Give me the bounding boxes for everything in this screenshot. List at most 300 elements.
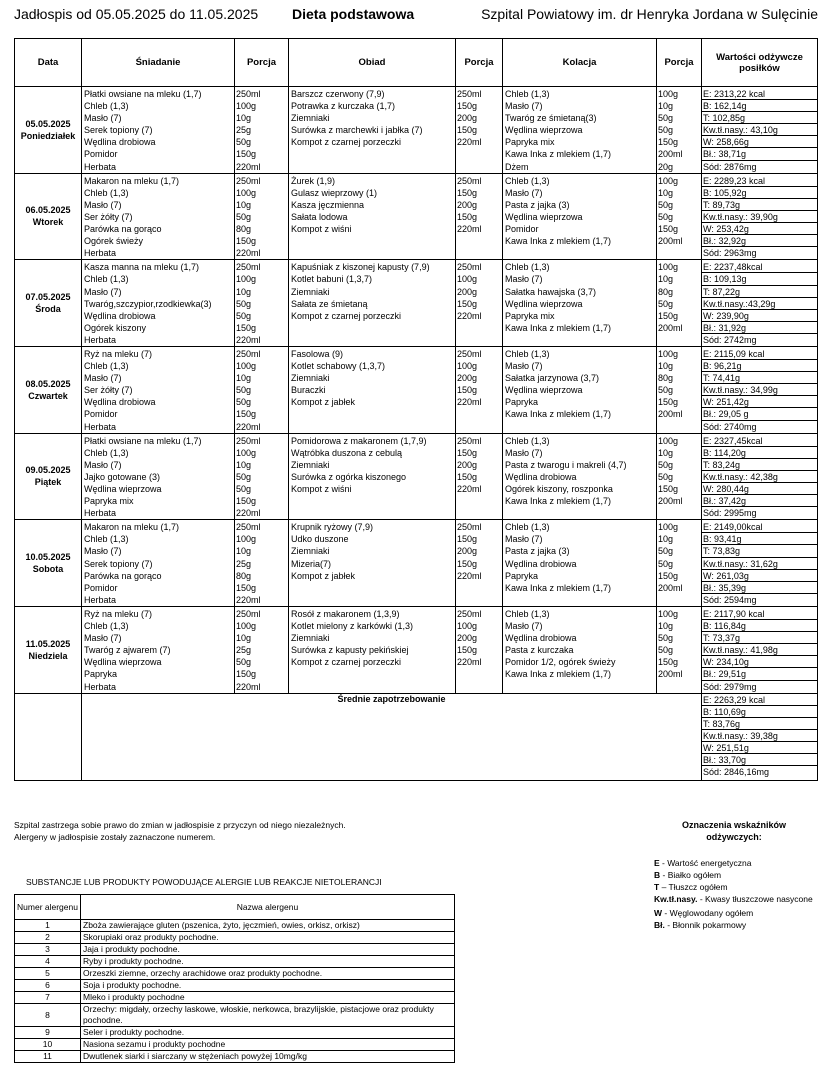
- lunch-portion-cell: [456, 520, 503, 607]
- lunch-portion-cell-item: 220ml: [457, 397, 482, 408]
- diet-name: Dieta podstawowa: [292, 6, 415, 22]
- day-date: 11.05.2025: [25, 638, 71, 649]
- day-weekday: Piątek: [34, 477, 62, 488]
- breakfast-portion-cell-item: 100g: [236, 274, 257, 285]
- dinner-cell-item: Chleb (1,3): [505, 522, 550, 533]
- average-nutrition: [702, 693, 818, 780]
- legend-key: T: [654, 882, 660, 892]
- average-nutrition-item: W: 251,51g: [702, 742, 817, 754]
- breakfast-cell: [82, 346, 235, 433]
- lunch-cell-item: Pomidorowa z makaronem (1,7,9): [291, 435, 427, 446]
- lunch-portion-cell-item: 150g: [457, 558, 478, 569]
- dinner-cell-item: Wędlina wieprzowa: [505, 298, 583, 309]
- nutrition-cell-item: W: 258,66g: [702, 136, 817, 148]
- lunch-cell-item: Kompot z jabłek: [291, 397, 356, 408]
- lunch-portion-cell-item: 250ml: [457, 608, 482, 619]
- allergen-name: Nasiona sezamu i produkty pochodne: [81, 1039, 455, 1051]
- breakfast-portion-cell-item: 10g: [236, 373, 252, 384]
- breakfast-portion-cell-item: 100g: [236, 361, 257, 372]
- dinner-portion-cell-item: 200ml: [658, 322, 683, 333]
- dinner-portion-cell-item: 100g: [658, 89, 679, 99]
- lunch-portion-cell-item: 100g: [457, 621, 478, 632]
- dinner-cell-item: Pasta z jajka (3): [505, 199, 570, 210]
- day-date: 05.05.2025: [25, 118, 71, 129]
- day-date: 08.05.2025: [25, 378, 71, 389]
- legend-text: - Kwasy tłuszczowe nasycone: [697, 894, 813, 904]
- breakfast-cell-item: Makaron na mleku (1,7): [84, 522, 180, 533]
- breakfast-cell-item: Chleb (1,3): [84, 361, 129, 372]
- lunch-portion-cell-item: 200g: [457, 546, 478, 557]
- dinner-cell-item: Wędlina drobiowa: [505, 633, 577, 644]
- nutrition-cell-item: B: 96,21g: [702, 360, 817, 372]
- dinner-cell-item: Pasta z twarogu i makreli (4,7): [505, 459, 627, 470]
- nutrition-cell: [702, 87, 818, 174]
- breakfast-portion-cell-item: 250ml: [236, 608, 261, 619]
- breakfast-cell-item: Parówka na gorąco: [84, 570, 162, 581]
- breakfast-portion-cell-item: 50g: [236, 397, 252, 408]
- nutrition-cell-item: T: 89,73g: [702, 199, 817, 211]
- breakfast-portion-cell-item: 50g: [236, 657, 252, 668]
- breakfast-portion-cell-item: 220ml: [236, 334, 261, 345]
- col-header-lunch: Obiad: [289, 39, 456, 87]
- day-date: 06.05.2025: [25, 205, 71, 216]
- col-header-portion: Porcja: [235, 39, 289, 87]
- lunch-portion-cell: [456, 346, 503, 433]
- breakfast-portion-cell-item: 220ml: [236, 681, 261, 692]
- breakfast-cell: [82, 87, 235, 174]
- breakfast-portion-cell-item: 150g: [236, 669, 257, 680]
- lunch-cell: [289, 520, 456, 607]
- breakfast-portion-cell-item: 250ml: [236, 175, 261, 186]
- allergen-number: 8: [15, 1004, 81, 1027]
- breakfast-portion-cell-item: 10g: [236, 113, 252, 124]
- nutrition-cell-item: Sód: 2979mg: [703, 681, 757, 692]
- breakfast-cell-item: Papryka: [84, 669, 118, 680]
- allergen-row: [15, 1027, 455, 1039]
- allergen-row: [15, 1004, 455, 1027]
- average-nutrition-item: E: 2263,29 kcal: [702, 694, 817, 706]
- lunch-cell-item: Surówka z kapusty pekińskiej: [291, 645, 409, 656]
- lunch-portion-cell-item: 220ml: [457, 657, 482, 668]
- allergen-name: Soja i produkty pochodne.: [81, 980, 455, 992]
- legend-item: [654, 869, 814, 881]
- nutrition-cell-item: T: 87,22g: [702, 286, 817, 298]
- breakfast-cell-item: Pomidor: [84, 409, 118, 420]
- breakfast-portion-cell-item: 250ml: [236, 435, 261, 446]
- nutrition-cell-item: B: 109,13g: [702, 273, 817, 285]
- average-nutrition-item: Sód: 2846,16mg: [703, 767, 770, 778]
- lunch-cell-item: Żurek (1,9): [291, 175, 336, 186]
- lunch-cell-item: Kotlet mielony z karkówki (1,3): [291, 621, 414, 632]
- lunch-cell: [289, 346, 456, 433]
- lunch-portion-cell-item: 200g: [457, 459, 478, 470]
- nutrition-cell: [702, 433, 818, 520]
- day-date-cell: [15, 520, 82, 607]
- page-header: [14, 6, 818, 24]
- dinner-portion-cell-item: 50g: [658, 546, 674, 557]
- dinner-portion-cell-item: 80g: [658, 373, 674, 384]
- nutrition-cell-item: T: 102,85g: [702, 112, 817, 124]
- dinner-cell-item: Chleb (1,3): [505, 348, 550, 359]
- breakfast-portion-cell-item: 50g: [236, 298, 252, 309]
- allergen-number: 9: [15, 1027, 81, 1039]
- lunch-cell: [289, 173, 456, 260]
- nutrition-cell-item: Bł.: 29,51g: [702, 668, 817, 680]
- dinner-portion-cell-item: 200ml: [658, 409, 683, 420]
- dinner-cell-item: Papryka mix: [505, 137, 555, 148]
- allergens-table: [14, 894, 455, 1063]
- dinner-portion-cell-item: 10g: [658, 621, 674, 632]
- nutrition-cell-item: Bł.: 29,05 g: [702, 408, 817, 420]
- day-row: [15, 260, 818, 347]
- legend-items: [654, 857, 814, 931]
- dinner-portion-cell-item: 50g: [658, 459, 674, 470]
- day-weekday: Niedziela: [28, 650, 68, 661]
- lunch-cell: [289, 433, 456, 520]
- dinner-portion-cell-item: 150g: [658, 137, 679, 148]
- lunch-cell-item: Gulasz wieprzowy (1): [291, 187, 378, 198]
- dinner-portion-cell-item: 10g: [658, 361, 674, 372]
- nutrition-cell-item: B: 114,20g: [702, 447, 817, 459]
- breakfast-portion-cell-item: 100g: [236, 187, 257, 198]
- allergen-number: 6: [15, 980, 81, 992]
- legend-text: - Błonnik pokarmowy: [664, 920, 747, 930]
- breakfast-cell-item: Wędlina drobiowa: [84, 137, 156, 148]
- dinner-portion-cell-item: 200ml: [658, 236, 683, 247]
- lunch-portion-cell-item: 150g: [457, 298, 478, 309]
- lunch-cell-item: Ziemniaki: [291, 459, 330, 470]
- day-date-cell: [15, 87, 82, 174]
- breakfast-cell-item: Chleb (1,3): [84, 101, 129, 112]
- average-nutrition-item: T: 83,76g: [702, 718, 817, 730]
- dinner-cell: [503, 260, 657, 347]
- dinner-portion-cell-item: 50g: [658, 298, 674, 309]
- nutrition-cell: [702, 173, 818, 260]
- day-date-cell: [15, 346, 82, 433]
- breakfast-portion-cell-item: 250ml: [236, 262, 261, 273]
- lunch-portion-cell-item: 200g: [457, 286, 478, 297]
- menu-header-row: [15, 39, 818, 87]
- dinner-portion-cell-item: 150g: [658, 310, 679, 321]
- lunch-cell-item: Surówka z ogórka kiszonego: [291, 471, 407, 482]
- dinner-cell-item: Wędlina drobiowa: [505, 471, 577, 482]
- menu-table: [14, 38, 818, 781]
- dinner-portion-cell-item: 50g: [658, 125, 674, 136]
- breakfast-cell-item: Wędlina wieprzowa: [84, 657, 162, 668]
- lunch-cell-item: Kompot z wiśni: [291, 484, 352, 494]
- note-line: Alergeny w jadłospisie zostały zaznaczone numerem.: [14, 832, 216, 842]
- nutrition-cell-item: B: 93,41g: [702, 533, 817, 545]
- breakfast-portion-cell: [235, 520, 289, 607]
- legend-item: [654, 919, 814, 931]
- dinner-portion-cell-item: 50g: [658, 633, 674, 644]
- day-date-cell: [15, 606, 82, 693]
- lunch-portion-cell-item: 200g: [457, 633, 478, 644]
- breakfast-portion-cell-item: 25g: [236, 558, 252, 569]
- breakfast-portion-cell: [235, 606, 289, 693]
- dinner-portion-cell: [657, 173, 702, 260]
- allergen-number: 10: [15, 1039, 81, 1051]
- nutrition-cell-item: Sód: 2995mg: [703, 508, 757, 519]
- lunch-portion-cell-item: 220ml: [457, 310, 482, 321]
- breakfast-cell-item: Kasza manna na mleku (1,7): [84, 262, 200, 273]
- dinner-portion-cell-item: 200ml: [658, 582, 683, 593]
- day-row: [15, 520, 818, 607]
- lunch-cell-item: Mizeria(7): [291, 558, 332, 569]
- lunch-cell-item: Sałata ze śmietaną: [291, 298, 368, 309]
- nutrition-cell-item: Kw.tł.nasy.: 34,99g: [702, 384, 817, 396]
- allergen-name: Mleko i produkty pochodne: [81, 992, 455, 1004]
- average-nutrition-item: Kw.tł.nasy.: 39,38g: [702, 730, 817, 742]
- allergen-name: Jaja i produkty pochodne.: [81, 944, 455, 956]
- breakfast-portion-cell-item: 150g: [236, 149, 257, 160]
- lunch-cell-item: Barszcz czerwony (7,9): [291, 89, 385, 99]
- nutrition-cell-item: Sód: 2740mg: [703, 421, 757, 432]
- lunch-cell-item: Kompot z czarnej porzeczki: [291, 137, 402, 148]
- breakfast-cell-item: Herbata: [84, 594, 117, 605]
- legend-key: W: [654, 908, 663, 918]
- allergens-body: [15, 920, 455, 1063]
- allergen-name: Orzeszki ziemne, orzechy arachidowe oraz produkty pochodne.: [81, 968, 455, 980]
- dinner-cell-item: Kawa Inka z mlekiem (1,7): [505, 496, 612, 507]
- allergen-row: [15, 980, 455, 992]
- nutrition-cell-item: Sód: 2594mg: [703, 594, 757, 605]
- lunch-cell-item: Ziemniaki: [291, 286, 330, 297]
- lunch-cell-item: Wątróbka duszona z cebulą: [291, 447, 403, 458]
- lunch-portion-cell-item: 100g: [457, 361, 478, 372]
- breakfast-cell-item: Jajko gotowane (3): [84, 471, 161, 482]
- lunch-cell: [289, 260, 456, 347]
- breakfast-cell-item: Chleb (1,3): [84, 187, 129, 198]
- lunch-portion-cell-item: 150g: [457, 187, 478, 198]
- lunch-cell-item: Buraczki: [291, 385, 326, 396]
- dinner-cell-item: Ogórek kiszony, roszponka: [505, 484, 613, 494]
- nutrition-cell-item: W: 261,03g: [702, 570, 817, 582]
- dinner-portion-cell-item: 50g: [658, 645, 674, 656]
- lunch-portion-cell: [456, 87, 503, 174]
- lunch-portion-cell: [456, 260, 503, 347]
- dinner-cell-item: Pomidor: [505, 224, 539, 235]
- allergen-number: 2: [15, 932, 81, 944]
- allergen-name: Orzechy: migdały, orzechy laskowe, włoskie, nerkowca, brazylijskie, pistacjowe oraz produkty pochodne.: [81, 1004, 455, 1027]
- allergen-row: [15, 1039, 455, 1051]
- nutrition-cell-item: Bł.: 31,92g: [702, 322, 817, 334]
- dinner-cell-item: Kawa Inka z mlekiem (1,7): [505, 149, 612, 160]
- dinner-portion-cell: [657, 87, 702, 174]
- dinner-portion-cell-item: 10g: [658, 534, 674, 545]
- breakfast-portion-cell: [235, 87, 289, 174]
- dinner-cell-item: Chleb (1,3): [505, 89, 550, 99]
- breakfast-portion-cell-item: 220ml: [236, 594, 261, 605]
- breakfast-portion-cell-item: 220ml: [236, 161, 261, 172]
- breakfast-cell-item: Parówka na gorąco: [84, 224, 162, 235]
- breakfast-portion-cell: [235, 173, 289, 260]
- day-weekday: Sobota: [32, 564, 64, 575]
- lunch-portion-cell-item: 200g: [457, 199, 478, 210]
- average-nutrition-item: Bł.: 33,70g: [702, 754, 817, 766]
- breakfast-cell-item: Herbata: [84, 508, 117, 519]
- breakfast-cell-item: Ser żółty (7): [84, 385, 133, 396]
- legend-key: E: [654, 858, 660, 868]
- nutrition-cell-item: T: 83,24g: [702, 459, 817, 471]
- breakfast-cell-item: Chleb (1,3): [84, 621, 129, 632]
- lunch-portion-cell-item: 250ml: [457, 435, 482, 446]
- dinner-portion-cell-item: 200ml: [658, 149, 683, 160]
- dinner-cell-item: Pomidor 1/2, ogórek świeży: [505, 657, 616, 668]
- breakfast-portion-cell-item: 150g: [236, 409, 257, 420]
- lunch-cell-item: Potrawka z kurczaka (1,7): [291, 101, 396, 112]
- breakfast-cell-item: Pomidor: [84, 149, 118, 160]
- lunch-portion-cell-item: 250ml: [457, 348, 482, 359]
- nutrition-cell-item: B: 116,84g: [702, 620, 817, 632]
- breakfast-portion-cell-item: 220ml: [236, 421, 261, 432]
- day-row: [15, 87, 818, 174]
- breakfast-cell-item: Herbata: [84, 161, 117, 172]
- breakfast-portion-cell: [235, 346, 289, 433]
- dinner-portion-cell: [657, 433, 702, 520]
- lunch-portion-cell-item: 150g: [457, 534, 478, 545]
- lunch-cell-item: Ziemniaki: [291, 633, 330, 644]
- legend-text: - Wartość energetyczna: [659, 858, 752, 868]
- allergen-number: 1: [15, 920, 81, 932]
- breakfast-portion-cell-item: 50g: [236, 484, 252, 494]
- breakfast-portion-cell-item: 100g: [236, 101, 257, 112]
- average-nutrition-item: B: 110,69g: [702, 706, 817, 718]
- day-weekday: Wtorek: [32, 217, 64, 228]
- dinner-cell-item: Wędlina wieprzowa: [505, 211, 583, 222]
- day-row: [15, 606, 818, 693]
- allergen-row: [15, 1051, 455, 1063]
- dinner-cell-item: Masło (7): [505, 361, 543, 372]
- lunch-cell-item: Rosół z makaronem (1,3,9): [291, 608, 400, 619]
- nutrition-cell-item: E: 2313,22 kcal: [702, 88, 817, 100]
- breakfast-cell-item: Masło (7): [84, 459, 122, 470]
- nutrition-cell-item: E: 2327,45kcal: [702, 435, 817, 447]
- nutrition-cell-item: T: 73,37g: [702, 632, 817, 644]
- breakfast-cell-item: Płatki owsiane na mleku (1,7): [84, 435, 202, 446]
- lunch-portion-cell-item: 220ml: [457, 224, 482, 235]
- day-weekday: Czwartek: [28, 390, 68, 401]
- lunch-cell-item: Kompot z jabłek: [291, 570, 356, 581]
- dinner-portion-cell-item: 10g: [658, 447, 674, 458]
- dinner-portion-cell-item: 150g: [658, 484, 679, 494]
- nutrition-cell-item: Kw.tł.nasy.: 31,62g: [702, 558, 817, 570]
- dinner-cell-item: Masło (7): [505, 274, 543, 285]
- dinner-portion-cell-item: 100g: [658, 522, 679, 533]
- lunch-portion-cell-item: 150g: [457, 125, 478, 136]
- lunch-portion-cell-item: 250ml: [457, 522, 482, 533]
- breakfast-portion-cell: [235, 260, 289, 347]
- average-row: [15, 693, 818, 780]
- dinner-portion-cell-item: 150g: [658, 224, 679, 235]
- allergen-row: [15, 956, 455, 968]
- breakfast-cell-item: Płatki owsiane na mleku (1,7): [84, 89, 202, 99]
- nutrition-cell: [702, 346, 818, 433]
- nutrition-cell-item: Kw.tł.nasy.: 39,90g: [702, 211, 817, 223]
- average-empty-cell: [15, 693, 82, 780]
- hospital-name: Szpital Powiatowy im. dr Henryka Jordana w Sulęcinie: [481, 6, 818, 22]
- breakfast-cell-item: Chleb (1,3): [84, 274, 129, 285]
- nutrition-cell-item: Sód: 2742mg: [703, 334, 757, 345]
- breakfast-portion-cell-item: 80g: [236, 224, 252, 235]
- nutrition-cell-item: Sód: 2963mg: [703, 248, 757, 259]
- breakfast-portion-cell-item: 10g: [236, 199, 252, 210]
- day-date-cell: [15, 260, 82, 347]
- lunch-portion-cell-item: 100g: [457, 274, 478, 285]
- legend-title: Oznaczenia wskaźników odżywczych:: [681, 820, 787, 842]
- allergen-number: 7: [15, 992, 81, 1004]
- breakfast-portion-cell-item: 100g: [236, 534, 257, 545]
- breakfast-portion-cell-item: 150g: [236, 322, 257, 333]
- menu-period: Jadłospis od 05.05.2025 do 11.05.2025: [14, 6, 259, 22]
- breakfast-cell-item: Herbata: [84, 421, 117, 432]
- nutrition-cell-item: E: 2237,48kcal: [702, 261, 817, 273]
- nutrition-cell-item: E: 2117,90 kcal: [702, 608, 817, 620]
- dinner-cell-item: Chleb (1,3): [505, 175, 550, 186]
- dinner-portion-cell-item: 150g: [658, 657, 679, 668]
- lunch-portion-cell-item: 250ml: [457, 175, 482, 186]
- day-date: 10.05.2025: [25, 552, 71, 563]
- legend-item: [654, 907, 814, 919]
- nutrition-cell-item: W: 280,44g: [702, 483, 817, 495]
- nutrition-cell-item: W: 239,90g: [702, 310, 817, 322]
- breakfast-portion-cell-item: 25g: [236, 645, 252, 656]
- dinner-cell-item: Dżem: [505, 161, 529, 172]
- dinner-portion-cell-item: 50g: [658, 385, 674, 396]
- legend-item: [654, 857, 814, 869]
- dinner-cell-item: Pasta z kurczaka: [505, 645, 574, 656]
- legend-key: Bł.: [654, 920, 665, 930]
- breakfast-portion-cell-item: 220ml: [236, 248, 261, 259]
- allergen-name: Ryby i produkty pochodne.: [81, 956, 455, 968]
- lunch-portion-cell-item: 200g: [457, 373, 478, 384]
- notes: [14, 819, 346, 843]
- dinner-cell-item: Wędlina wieprzowa: [505, 385, 583, 396]
- dinner-cell: [503, 606, 657, 693]
- breakfast-cell-item: Herbata: [84, 334, 117, 345]
- dinner-cell-item: Kawa Inka z mlekiem (1,7): [505, 236, 612, 247]
- dinner-portion-cell-item: 200ml: [658, 496, 683, 507]
- nutrition-cell-item: E: 2289,23 kcal: [702, 175, 817, 187]
- breakfast-cell-item: Wędlina drobiowa: [84, 397, 156, 408]
- breakfast-portion-cell-item: 150g: [236, 582, 257, 593]
- dinner-cell-item: Kawa Inka z mlekiem (1,7): [505, 409, 612, 420]
- lunch-cell-item: Udko duszone: [291, 534, 349, 545]
- lunch-cell-item: Kompot z czarnej porzeczki: [291, 657, 402, 668]
- dinner-cell-item: Kawa Inka z mlekiem (1,7): [505, 669, 612, 680]
- lunch-cell-item: Fasolowa (9): [291, 348, 344, 359]
- breakfast-portion-cell-item: 10g: [236, 459, 252, 470]
- breakfast-portion-cell-item: 100g: [236, 447, 257, 458]
- breakfast-cell-item: Ogórek kiszony: [84, 322, 147, 333]
- breakfast-cell: [82, 606, 235, 693]
- dinner-cell-item: Papryka mix: [505, 310, 555, 321]
- lunch-cell-item: Krupnik ryżowy (7,9): [291, 522, 374, 533]
- dinner-cell: [503, 346, 657, 433]
- nutrition-cell-item: E: 2115,09 kcal: [702, 348, 817, 360]
- allergen-row: [15, 968, 455, 980]
- nutrition-cell-item: Sód: 2876mg: [703, 161, 757, 172]
- breakfast-cell-item: Serek topiony (7): [84, 558, 153, 569]
- lunch-cell: [289, 606, 456, 693]
- legend-key: B: [654, 870, 661, 880]
- breakfast-cell-item: Papryka mix: [84, 496, 134, 507]
- lunch-portion-cell: [456, 433, 503, 520]
- dinner-cell-item: Masło (7): [505, 101, 543, 112]
- breakfast-cell-item: Ryż na mleku (7): [84, 348, 153, 359]
- breakfast-portion-cell-item: 220ml: [236, 508, 261, 519]
- allergen-name: Skorupiaki oraz produkty pochodne.: [81, 932, 455, 944]
